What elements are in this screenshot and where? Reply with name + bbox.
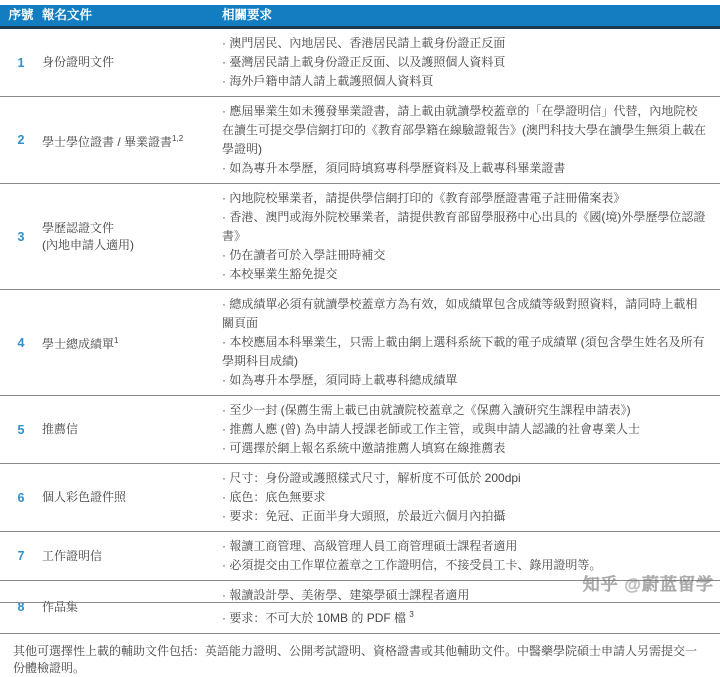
requirement-item — [222, 507, 708, 526]
requirement-text: 海外戶籍申請人請上載護照個人資料頁 — [229, 74, 434, 88]
requirement-item — [222, 333, 708, 371]
document-name — [42, 489, 222, 506]
document-name-text: 學士總成績單 — [42, 337, 115, 351]
watermark: 知乎 @蔚蓝留学 — [582, 575, 714, 594]
requirement-list — [222, 401, 720, 458]
footer-note: 其他可選擇性上載的輔助文件包括：英語能力證明、公開考試證明、資格證書或其他輔助文件。中醫藥學院碩士申請人另需提交一份體檢證明。 — [13, 644, 698, 675]
requirement-item — [222, 208, 708, 246]
bottom-divider — [0, 602, 720, 603]
document-name — [42, 548, 222, 565]
requirement-item — [222, 488, 708, 507]
requirement-item — [222, 556, 708, 575]
row-number: 8 — [17, 600, 25, 614]
requirement-text: 澳門居民、內地居民、香港居民請上載身份證正反面 — [229, 36, 506, 50]
requirement-text: 底色：底色無要求 — [229, 490, 326, 504]
document-name-superscript: 1,2 — [172, 133, 184, 143]
requirement-text: 應屆畢業生如未獲發畢業證書，請上載由就讀學校蓋章的「在學證明信」代替，內地院校在讀生可提交學信網打印的《教育部學籍在線驗證報告》(澳門科技大學在讀學生無須上載在學證明) — [222, 104, 706, 156]
requirement-text: 可選擇於網上報名系統中邀請推薦人填寫在線推薦表 — [229, 441, 506, 455]
requirement-item — [222, 401, 708, 420]
requirement-text: 本校畢業生豁免提交 — [229, 267, 338, 281]
document-name-text: 推薦信 — [42, 422, 79, 436]
document-name-text: 工作證明信 — [42, 548, 103, 563]
document-name — [42, 54, 222, 71]
requirement-item — [222, 371, 708, 390]
requirement-item — [222, 34, 708, 53]
requirement-item — [222, 53, 708, 72]
row-number: 4 — [17, 335, 25, 350]
requirement-item — [222, 72, 708, 91]
row-number: 6 — [17, 490, 25, 505]
requirement-list — [222, 537, 720, 575]
row-number: 1 — [17, 55, 25, 70]
document-name-text: 身份證明文件 — [42, 55, 115, 69]
table-header-row — [0, 5, 720, 29]
requirement-item — [222, 265, 708, 284]
row-number: 3 — [17, 229, 25, 244]
requirement-list — [222, 34, 720, 91]
requirement-list — [222, 586, 720, 628]
requirement-text: 要求：不可大於 10MB 的 PDF 檔 — [229, 611, 407, 625]
requirement-text: 尺寸：身份證或護照樣式尺寸，解析度不可低於 200dpi — [229, 471, 521, 485]
document-name-text: 學歷認證文件 — [42, 220, 115, 235]
table-row — [0, 581, 720, 634]
requirement-text: 報讀設計學、美術學、建築學碩士課程者適用 — [229, 588, 470, 602]
row-number: 2 — [17, 133, 25, 147]
table-row — [0, 97, 720, 184]
row-number: 5 — [17, 422, 25, 437]
document-name — [42, 332, 222, 353]
requirement-list — [222, 102, 720, 178]
requirement-list — [222, 295, 720, 390]
table-body — [0, 29, 720, 634]
requirement-item — [222, 246, 708, 265]
table-row — [0, 184, 720, 290]
requirement-text: 本校應屆本科畢業生，只需上載由網上選科系統下載的電子成績單 (須包含學生姓名及所有學期科目成績) — [222, 335, 705, 368]
requirement-item — [222, 159, 708, 178]
header-cell-document: 報名文件 — [42, 8, 93, 22]
requirement-text: 內地院校畢業者，請提供學信網打印的《教育部學歷證書電子註冊備案表》 — [229, 191, 626, 205]
table-row — [0, 29, 720, 97]
requirement-text: 如為專升本學歷，須同時上載專科總成績單 — [229, 373, 458, 387]
requirement-item — [222, 420, 708, 439]
table-row — [0, 290, 720, 396]
document-name-text: 作品集 — [42, 599, 79, 614]
requirement-text: 如為專升本學歷，須同時填寫專科學歷資料及上載專科畢業證書 — [229, 161, 566, 175]
document-name-text: 學士學位證書 / 畢業證書 — [42, 134, 173, 149]
table-row — [0, 532, 720, 581]
document-name — [42, 130, 222, 151]
requirement-text: 香港、澳門或海外院校畢業者，請提供教育部留學服務中心出具的《國(境)外學歷學位認證書》 — [222, 210, 706, 243]
document-name-text: 個人彩色證件照 — [42, 490, 127, 504]
table-row — [0, 396, 720, 464]
document-name — [42, 220, 222, 254]
header-cell-requirements: 相關要求 — [222, 8, 273, 22]
requirement-text: 仍在讀者可於入學註冊時補交 — [229, 248, 386, 262]
application-documents-page — [0, 5, 720, 675]
requirement-item — [222, 189, 708, 208]
requirement-text: 臺灣居民請上載身份證正反面、以及護照個人資料頁 — [229, 55, 506, 69]
requirement-item — [222, 605, 708, 628]
requirement-item — [222, 537, 708, 556]
row-number: 7 — [17, 549, 25, 563]
requirement-text: 要求：免冠、正面半身大頭照，於最近六個月內拍攝 — [229, 509, 506, 523]
document-name — [42, 421, 222, 438]
requirement-item — [222, 469, 708, 488]
requirement-text: 總成績單必須有就讀學校蓋章方為有效，如成績單包含成績等級對照資料，請同時上載相關頁面 — [222, 297, 698, 330]
requirement-text: 推薦人應 (曾) 為申請人授課老師或工作主管，或與申請人認識的社會專業人士 — [229, 422, 641, 436]
document-name-subtext: (內地申請人適用) — [42, 237, 134, 252]
requirement-list — [222, 469, 720, 526]
document-name-superscript: 1 — [114, 336, 119, 345]
requirement-item — [222, 102, 708, 159]
table-row — [0, 464, 720, 532]
requirement-item — [222, 439, 708, 458]
requirement-text: 至少一封 (保薦生需上載已由就讀院校蓋章之《保薦入讀研究生課程申請表》) — [229, 403, 631, 417]
header-cell-number: 序號 — [8, 8, 34, 22]
requirement-item — [222, 295, 708, 333]
requirement-text: 報讀工商管理、高級管理人員工商管理碩士課程者適用 — [229, 539, 518, 553]
requirement-superscript: 3 — [409, 610, 414, 619]
requirement-list — [222, 189, 720, 284]
requirement-text: 必須提交由工作單位蓋章之工作證明信，不接受員工卡、錄用證明等。 — [229, 558, 602, 572]
